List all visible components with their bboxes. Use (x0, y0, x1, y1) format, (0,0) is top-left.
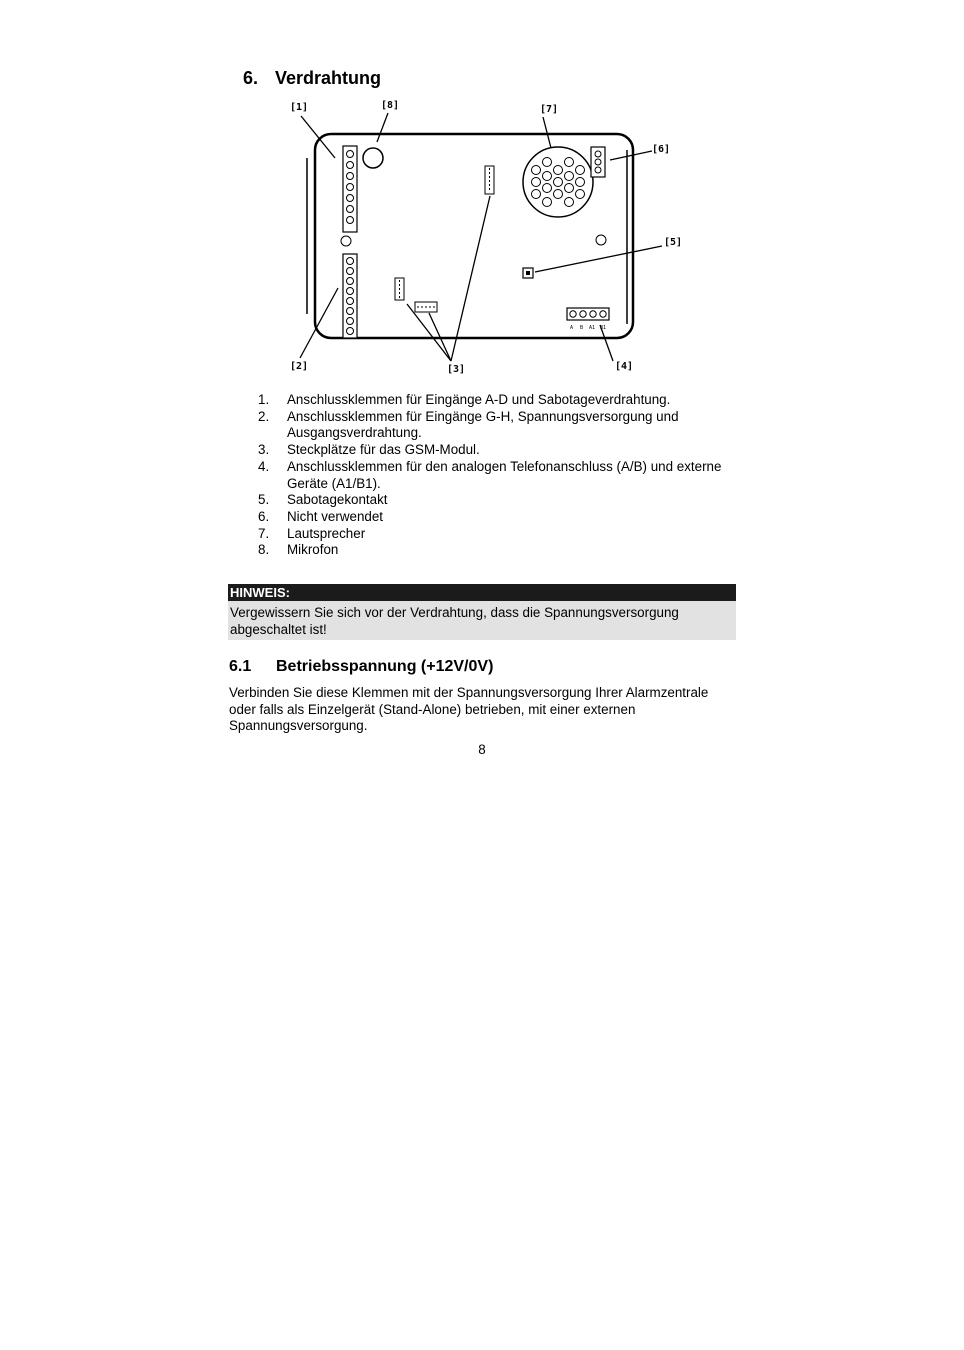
list-item (258, 392, 728, 409)
subsection-title: Betriebsspannung (+12V/0V) (276, 658, 494, 675)
list-item (258, 509, 728, 526)
callout-label-1: [1] (290, 102, 309, 113)
section-number: 6. (243, 68, 259, 88)
callout-label-4: [4] (615, 361, 634, 372)
terminal-label-b: B (580, 325, 584, 331)
list-text: Anschlussklemmen für Eingänge A-D und Sabotageverdrahtung. (287, 392, 671, 407)
list-item (258, 442, 728, 459)
section-title: Verdrahtung (275, 68, 382, 88)
callout-label-8: [8] (381, 100, 400, 111)
list-number: 4. (258, 458, 270, 474)
list-number: 6. (258, 508, 270, 524)
terminal-label-a1: A1 (589, 325, 596, 331)
list-item (258, 459, 728, 492)
terminal-block-6 (591, 147, 605, 177)
list-number: 3. (258, 442, 270, 458)
terminal-block-1 (343, 146, 357, 232)
mounting-hole (596, 235, 606, 245)
list-number: 8. (258, 542, 270, 558)
microphone-icon (363, 148, 383, 168)
list-text: Steckplätze für das GSM-Modul. (287, 442, 480, 458)
tamper-contact (523, 268, 533, 278)
gsm-slot-bottom (415, 302, 437, 312)
gsm-slot-top (485, 166, 494, 194)
list-text: Nicht verwendet (287, 508, 384, 524)
page-number: 8 (478, 742, 486, 757)
list-number: 7. (258, 525, 270, 541)
subsection-heading (229, 658, 493, 676)
callout-label-2: [2] (290, 361, 309, 372)
list-item (258, 492, 728, 509)
note-heading: HINWEIS: (228, 584, 736, 601)
list-item (258, 409, 728, 442)
section-heading (243, 68, 381, 89)
callout-label-3: [3] (447, 364, 466, 375)
terminal-block-4 (567, 308, 609, 320)
terminal-label-a: A (570, 325, 574, 331)
body-paragraph: Verbinden Sie diese Klemmen mit der Spannungsversorgung Ihrer Alarmzentrale oder falls als Einzelgerät (Stand-Alone) betrieben, mit einer externen Spannungsversorgung. (229, 685, 709, 734)
component-list (258, 392, 728, 559)
list-number: 2. (258, 408, 270, 424)
callout-label-7: [7] (540, 104, 559, 115)
note-text: Vergewissern Sie sich vor der Verdrahtung, dass die Spannungsversorgung abgeschaltet ist! (228, 601, 736, 640)
terminal-label-b1: B1 (600, 325, 607, 331)
terminal-block-2 (343, 254, 357, 338)
wiring-diagram (285, 96, 683, 380)
speaker-icon (523, 147, 593, 217)
list-item (258, 526, 728, 543)
callout-label-6: [6] (652, 144, 671, 155)
callout-label-5: [5] (664, 237, 683, 248)
note-box (228, 584, 736, 640)
list-text: Anschlussklemmen für Eingänge G-H, Spannungsversorgung und Ausgangsverdrahtung. (287, 408, 679, 441)
list-text: Lautsprecher (287, 525, 366, 541)
list-number: 1. (258, 392, 270, 407)
list-text: Mikrofon (287, 542, 339, 558)
wiring-diagram-svg (285, 96, 683, 380)
list-text: Anschlussklemmen für den analogen Telefonanschluss (A/B) und externe Geräte (A1/B1). (287, 458, 722, 491)
list-number: 5. (258, 492, 270, 508)
list-text: Sabotagekontakt (287, 492, 388, 508)
subsection-number: 6.1 (229, 658, 252, 675)
list-item (258, 542, 728, 559)
mounting-hole (341, 236, 351, 246)
gsm-slot-left (395, 278, 404, 300)
